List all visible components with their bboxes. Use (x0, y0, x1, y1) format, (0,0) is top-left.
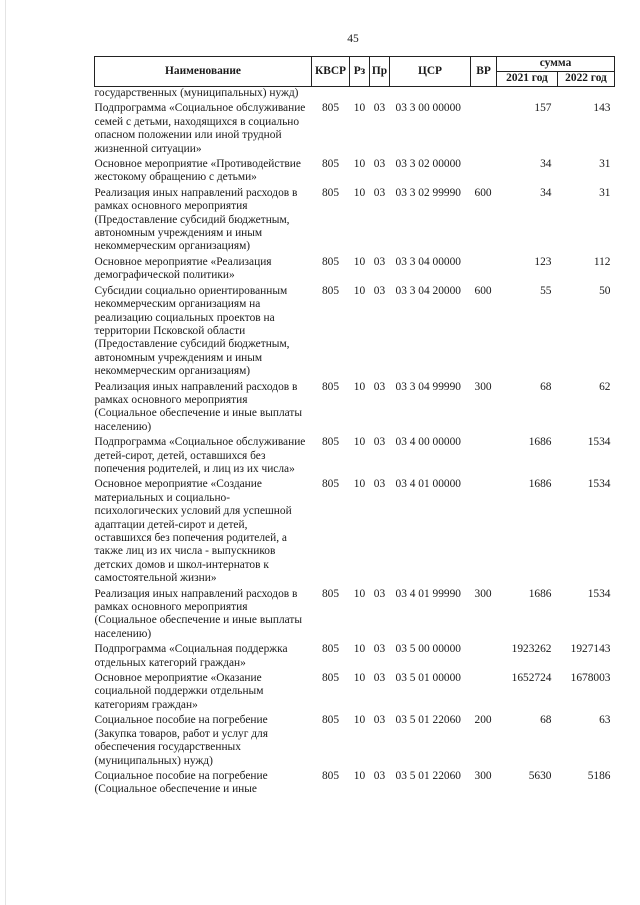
row-amount-2021: 1686 (528, 436, 552, 449)
row-vr (471, 158, 497, 187)
row-kvsr: 805 (321, 284, 340, 297)
row-amount-2022: 1678003 (570, 672, 611, 685)
row-vr (471, 256, 497, 285)
header-year-2021: 2021 год (497, 72, 558, 87)
row-amount-2022: 1534 (587, 436, 611, 449)
row-rz: 10 (353, 102, 366, 115)
row-name: Реализация иных направлений расходов в рамках основного мероприятия (Предоставление субсидий бюджетным, автономным учреждениям и иным некоммерческим организациям) (94, 186, 298, 253)
row-csr (390, 87, 471, 103)
row-pr: 03 (373, 587, 386, 600)
row-csr: 03 3 04 99990 (395, 380, 461, 393)
table-row (95, 478, 615, 587)
row-rz: 10 (353, 158, 366, 171)
row-amount-2022: 1927143 (570, 643, 611, 656)
row-amount-2021: 123 (534, 255, 552, 268)
row-kvsr: 805 (321, 587, 340, 600)
row-rz: 10 (353, 436, 366, 449)
row-csr: 03 3 04 00000 (395, 255, 461, 268)
row-amount-2021: 1686 (528, 478, 552, 491)
row-amount-2021: 55 (540, 284, 552, 297)
budget-table-container (94, 56, 614, 799)
row-pr: 03 (373, 284, 386, 297)
row-vr (471, 87, 497, 103)
row-kvsr: 805 (321, 714, 340, 727)
row-name: Социальное пособие на погребение (Закупка товаров, работ и услуг для обеспечения государственных (муниципальных) нужд) (94, 714, 268, 767)
row-kvsr: 805 (321, 478, 340, 491)
table-row (95, 187, 615, 256)
header-year-2022: 2022 год (558, 72, 615, 87)
row-amount-2022: 31 (599, 158, 611, 171)
row-pr: 03 (373, 478, 386, 491)
row-amount-2022: 5186 (587, 769, 611, 782)
table-row (95, 588, 615, 644)
row-amount-2022: 31 (599, 186, 611, 199)
page-number: 45 (347, 33, 359, 45)
row-csr: 03 5 00 00000 (395, 643, 461, 656)
table-row (95, 87, 615, 103)
row-amount-2022: 112 (593, 255, 611, 268)
row-kvsr: 805 (321, 769, 340, 782)
row-amount-2022: 62 (599, 380, 611, 393)
row-amount-2021: 34 (540, 186, 552, 199)
row-rz (350, 87, 370, 103)
row-pr: 03 (373, 380, 386, 393)
row-kvsr: 805 (321, 158, 340, 171)
row-amount-2021: 157 (534, 102, 552, 115)
header-pr: Пр (370, 57, 390, 87)
row-vr (471, 643, 497, 672)
row-amount-2022: 143 (593, 102, 611, 115)
row-amount-2022: 1534 (587, 478, 611, 491)
row-name: Подпрограмма «Социальная поддержка отдельных категорий граждан» (94, 643, 288, 669)
row-kvsr (312, 87, 350, 103)
row-pr: 03 (373, 672, 386, 685)
row-rz: 10 (353, 186, 366, 199)
table-row (95, 643, 615, 672)
row-rz: 10 (353, 769, 366, 782)
row-kvsr: 805 (321, 672, 340, 685)
row-vr: 300 (474, 769, 492, 782)
row-csr: 03 3 02 00000 (395, 158, 461, 171)
table-row (95, 285, 615, 381)
row-pr: 03 (373, 255, 386, 268)
row-name: Реализация иных направлений расходов в рамках основного мероприятия (Социальное обеспечение и иные выплаты населению) (94, 380, 303, 433)
row-vr: 200 (474, 714, 492, 727)
row-amount-2022: 50 (599, 284, 611, 297)
row-amount-2021: 1686 (528, 587, 552, 600)
row-csr: 03 3 00 00000 (395, 102, 461, 115)
header-vr: ВР (471, 57, 497, 87)
scan-edge (5, 0, 6, 905)
header-rz: Рз (350, 57, 370, 87)
row-pr: 03 (373, 714, 386, 727)
table-row (95, 158, 615, 187)
row-pr: 03 (373, 186, 386, 199)
row-name: Подпрограмма «Социальное обслуживание семей с детьми, находящихся в социально опасном положении или иной трудной жизненной ситуации» (94, 102, 306, 155)
row-amount-2021: 5630 (528, 769, 552, 782)
table-row (95, 770, 615, 799)
row-kvsr: 805 (321, 643, 340, 656)
row-name: Основное мероприятие «Реализация демографической политики» (94, 255, 272, 282)
row-name: Основное мероприятие «Оказание социальной поддержки отдельным категориям граждан» (94, 672, 264, 711)
row-rz: 10 (353, 255, 366, 268)
row-pr: 03 (373, 102, 386, 115)
row-csr: 03 3 04 20000 (395, 284, 461, 297)
row-vr (471, 672, 497, 714)
row-rz: 10 (353, 643, 366, 656)
row-amount-2022 (558, 87, 615, 103)
table-body (95, 87, 615, 799)
row-amount-2022: 1534 (587, 587, 611, 600)
row-rz: 10 (353, 284, 366, 297)
table-row (95, 381, 615, 437)
row-name: Подпрограмма «Социальное обслуживание детей-сирот, детей, оставшихся без попечения родителей, и лиц из их числа» (94, 436, 306, 475)
table-row (95, 436, 615, 478)
table-row (95, 102, 615, 158)
row-rz: 10 (353, 714, 366, 727)
header-csr: ЦСР (390, 57, 471, 87)
budget-table (94, 56, 615, 799)
row-csr: 03 4 01 99990 (395, 587, 461, 600)
row-amount-2022: 63 (599, 714, 611, 727)
row-csr: 03 5 01 22060 (395, 769, 461, 782)
row-vr: 300 (474, 587, 492, 600)
header-kvsr: КВСР (312, 57, 350, 87)
row-vr: 600 (474, 284, 492, 297)
row-name: Реализация иных направлений расходов в рамках основного мероприятия (Социальное обеспечение и иные выплаты населению) (94, 587, 303, 640)
row-kvsr: 805 (321, 102, 340, 115)
table-row (95, 714, 615, 770)
row-vr: 300 (474, 380, 492, 393)
row-vr (471, 478, 497, 587)
header-sum: сумма (497, 57, 615, 72)
row-name: Социальное пособие на погребение (Социальное обеспечение и иные (94, 769, 268, 796)
row-csr: 03 5 01 22060 (395, 714, 461, 727)
row-csr: 03 4 00 00000 (395, 436, 461, 449)
row-name: Субсидии социально ориентированным некоммерческим организациям на реализацию социальных проектов на территории Псковской области (Предоставление субсидий бюджетным, автономным учреждениям и иным некоммерческим организациям) (94, 284, 290, 378)
header-name: Наименование (95, 57, 312, 87)
row-vr (471, 436, 497, 478)
row-vr (471, 102, 497, 158)
row-csr: 03 5 01 00000 (395, 672, 461, 685)
row-amount-2021: 34 (540, 158, 552, 171)
row-name: Основное мероприятие «Противодействие жестокому обращению с детьми» (94, 158, 301, 184)
row-amount-2021: 68 (540, 380, 552, 393)
row-pr: 03 (373, 643, 386, 656)
table-row (95, 256, 615, 285)
row-pr (370, 87, 390, 103)
row-amount-2021: 1652724 (511, 672, 552, 685)
row-rz: 10 (353, 587, 366, 600)
row-rz: 10 (353, 380, 366, 393)
row-vr: 600 (474, 186, 492, 199)
row-amount-2021: 68 (540, 714, 552, 727)
row-kvsr: 805 (321, 186, 340, 199)
row-name: Основное мероприятие «Создание материальных и социально-психологических условий для успешной адаптации детей-сирот и детей, оставшихся без попечения родителей, а также лиц из их числа - выпускников детских домов и школ-интернатов к самостоятельной жизни» (94, 478, 292, 585)
table-row (95, 672, 615, 714)
row-pr: 03 (373, 436, 386, 449)
row-amount-2021: 1923262 (511, 643, 552, 656)
row-rz: 10 (353, 478, 366, 491)
row-kvsr: 805 (321, 380, 340, 393)
row-pr: 03 (373, 769, 386, 782)
row-name: государственных (муниципальных) нужд) (94, 87, 299, 99)
row-kvsr: 805 (321, 255, 340, 268)
row-kvsr: 805 (321, 436, 340, 449)
row-csr: 03 3 02 99990 (395, 186, 461, 199)
row-amount-2021 (497, 87, 558, 103)
row-csr: 03 4 01 00000 (395, 478, 461, 491)
row-rz: 10 (353, 672, 366, 685)
row-pr: 03 (373, 158, 386, 171)
